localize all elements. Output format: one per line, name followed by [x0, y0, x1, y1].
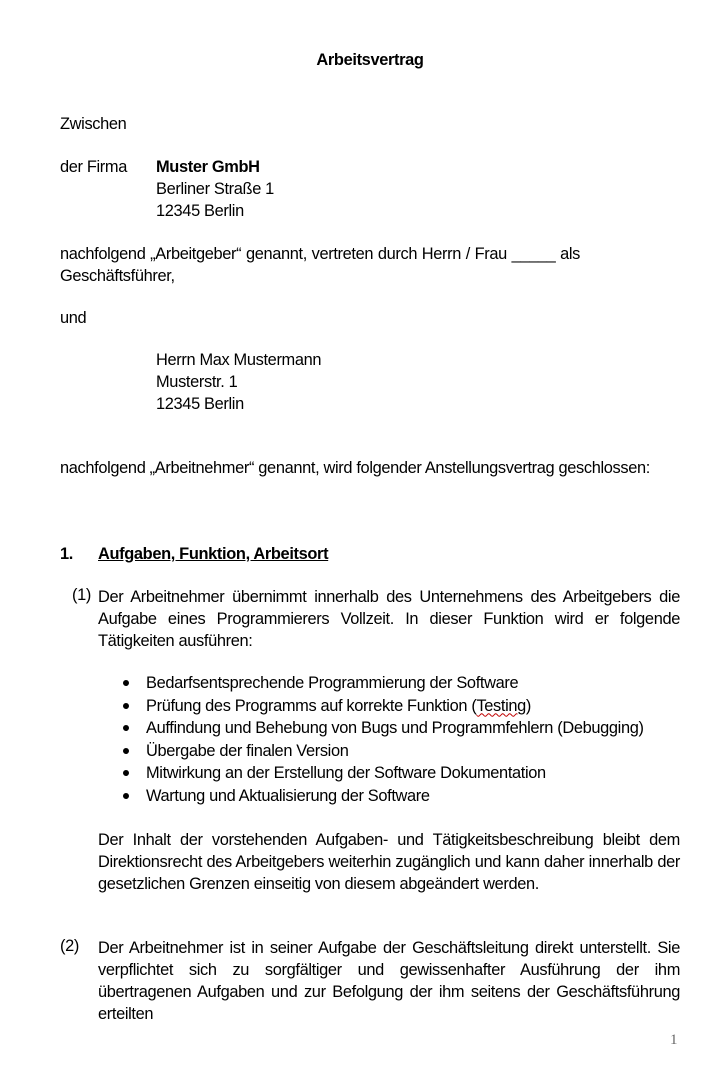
employer-label: der Firma [60, 158, 127, 176]
section-heading: Aufgaben, Funktion, Arbeitsort [98, 545, 329, 563]
clause-1-text: Der Arbeitnehmer übernimmt innerhalb des Unternehmens des Arbeitgebers die Aufgabe eines Programmierers Vollzeit. In dieser Funktion wird er folgende Tätigkeiten ausführen: [98, 588, 680, 650]
intro-text: Zwischen [60, 115, 127, 133]
spellcheck-marked-word: Testing [476, 696, 526, 715]
list-item: Mitwirkung an der Erstellung der Software Dokumentation [120, 762, 644, 785]
clause-2-text: Der Arbeitnehmer ist in seiner Aufgabe der Geschäftsleitung direkt unterstellt. Sie verpflichtet sich zu sorgfältiger und gewissenhafter Ausführung der ihm übertragenen Aufgaben und zur Befolgung der ihm seitens der Geschäftsführung erteilten [98, 939, 680, 1023]
employee-name: Herrn Max Mustermann [156, 351, 322, 369]
and-text: und [60, 309, 87, 327]
clause-2-number: (2) [60, 937, 79, 955]
employee-designation: nachfolgend „Arbeitnehmer“ genannt, wird folgender Anstellungsvertrag geschlossen: [60, 459, 650, 477]
employer-city: 12345 Berlin [156, 202, 244, 220]
document-title: Arbeitsvertrag [316, 51, 424, 69]
section-number: 1. [60, 545, 73, 563]
employer-name: Muster GmbH [156, 158, 260, 176]
employee-city: 12345 Berlin [156, 395, 244, 413]
list-item: Übergabe der finalen Version [120, 740, 644, 763]
list-item: Wartung und Aktualisierung der Software [120, 785, 644, 808]
list-item: Prüfung des Programms auf korrekte Funktion (Testing) [120, 695, 644, 718]
list-item: Bedarfsentsprechende Programmierung der Software [120, 672, 644, 695]
employee-street: Musterstr. 1 [156, 373, 238, 391]
page-number: 1 [670, 1032, 678, 1048]
employer-street: Berliner Straße 1 [156, 180, 274, 198]
clause-1-number: (1) [72, 586, 91, 604]
employer-designation: nachfolgend „Arbeitgeber“ genannt, vertreten durch Herrn / Frau _____ als Geschäftsführer, [60, 245, 580, 285]
list-item: Auffindung und Behebung von Bugs und Programmfehlern (Debugging) [120, 717, 644, 740]
clause-1-note: Der Inhalt der vorstehenden Aufgaben- und Tätigkeitsbeschreibung bleibt dem Direktionsrecht des Arbeitgebers weiterhin zugänglich und kann daher innerhalb der gesetzlichen Grenzen einseitig von diesem abgeändert werden. [98, 831, 680, 893]
task-list [120, 672, 644, 808]
